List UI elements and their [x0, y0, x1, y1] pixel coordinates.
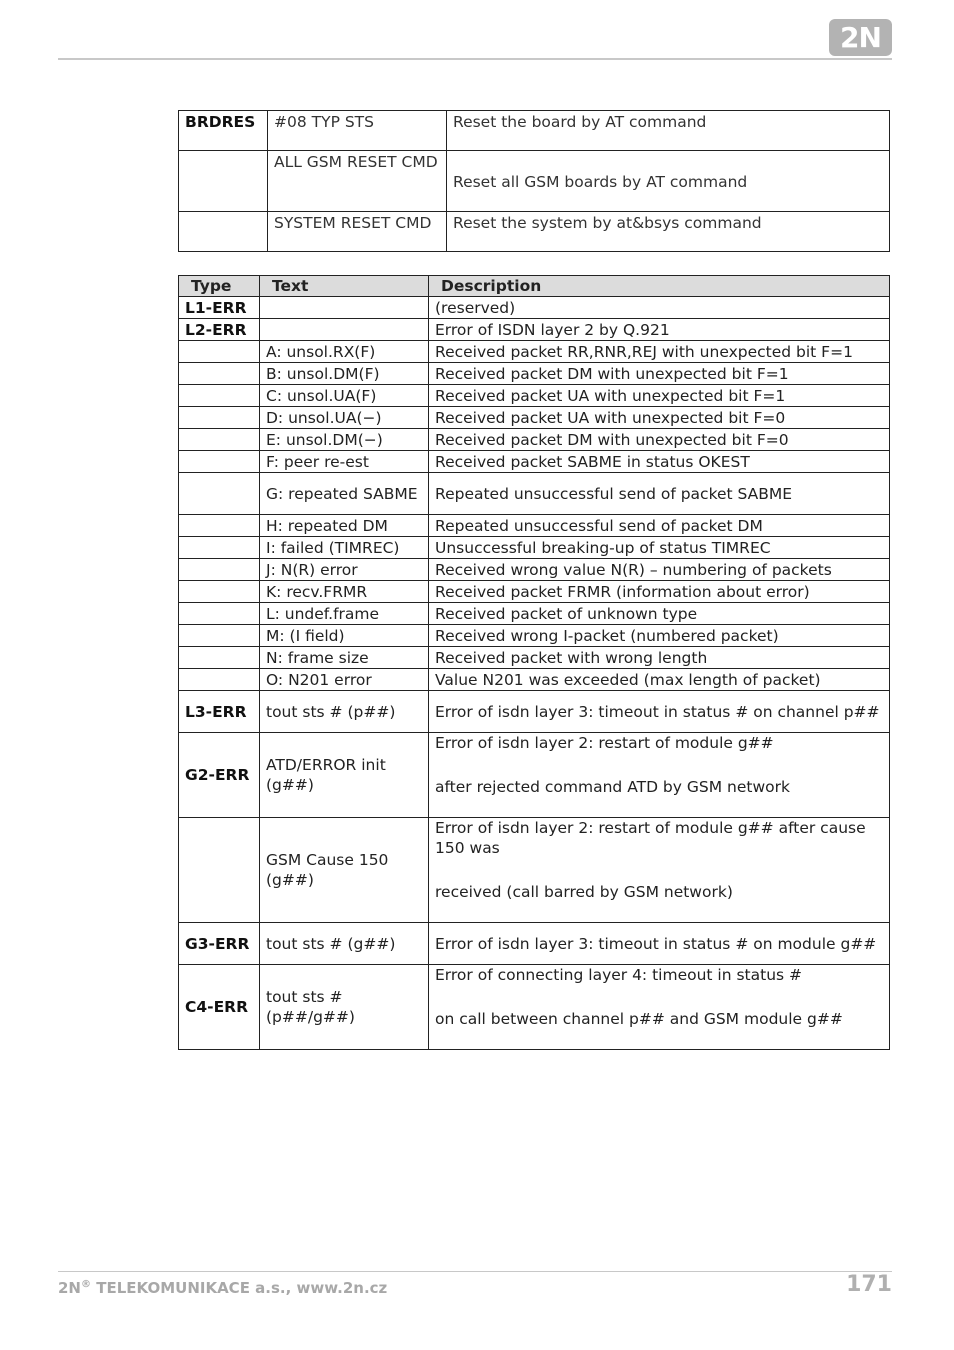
description-cell: Reset the system by at&bsys command	[447, 212, 890, 252]
page-number: 171	[846, 1272, 892, 1297]
footer-company-rest: TELEKOMUNIKACE a.s., www.2n.cz	[91, 1279, 388, 1297]
text-cell: O: N201 error	[260, 669, 429, 691]
type-cell	[179, 341, 260, 363]
table-row	[179, 559, 890, 581]
paragraph-gap	[435, 985, 883, 1009]
table-row	[179, 341, 890, 363]
text-cell: tout sts # (p##/g##)	[260, 965, 429, 1050]
table-header-row	[179, 276, 890, 297]
description-cell: Unsuccessful breaking-up of status TIMREC	[429, 537, 890, 559]
description-cell: Received packet FRMR (information about error)	[429, 581, 890, 603]
description-cell: Reset all GSM boards by AT command	[447, 151, 890, 212]
type-cell	[179, 603, 260, 625]
table-row	[179, 625, 890, 647]
description-line: on call between channel p## and GSM module g##	[435, 1010, 843, 1028]
text-cell: GSM Cause 150 (g##)	[260, 818, 429, 923]
footer-company-prefix: 2N	[58, 1279, 81, 1297]
table-row	[179, 537, 890, 559]
table-row	[179, 429, 890, 451]
table-row	[179, 603, 890, 625]
description-cell: Value N201 was exceeded (max length of packet)	[429, 669, 890, 691]
table-row	[179, 515, 890, 537]
column-header-type: Type	[179, 276, 260, 297]
description-line: received (call barred by GSM network)	[435, 883, 733, 901]
text-cell: C: unsol.UA(F)	[260, 385, 429, 407]
text-cell: ALL GSM RESET CMD	[268, 151, 447, 212]
description-cell	[429, 965, 890, 1050]
description-cell: Received packet of unknown type	[429, 603, 890, 625]
type-cell: G3-ERR	[179, 923, 260, 965]
type-cell	[179, 473, 260, 515]
type-cell	[179, 407, 260, 429]
type-cell	[179, 818, 260, 923]
table-row	[179, 297, 890, 319]
type-cell	[179, 581, 260, 603]
type-cell	[179, 515, 260, 537]
text-cell: B: unsol.DM(F)	[260, 363, 429, 385]
table-row	[179, 818, 890, 923]
description-cell	[429, 733, 890, 818]
table-row	[179, 212, 890, 252]
type-cell	[179, 669, 260, 691]
table-row	[179, 647, 890, 669]
text-cell: #08 TYP STS	[268, 111, 447, 151]
type-cell	[179, 212, 268, 252]
type-cell: L2-ERR	[179, 319, 260, 341]
text-cell: A: unsol.RX(F)	[260, 341, 429, 363]
column-header-description: Description	[429, 276, 890, 297]
description-cell: Error of isdn layer 3: timeout in status # on channel p##	[429, 691, 890, 733]
description-line: Error of isdn layer 2: restart of module g##	[435, 734, 774, 752]
registered-mark: ®	[81, 1279, 91, 1290]
table-row	[179, 151, 890, 212]
description-cell: Repeated unsuccessful send of packet DM	[429, 515, 890, 537]
type-cell	[179, 385, 260, 407]
board-reset-table	[178, 110, 890, 252]
text-cell: SYSTEM RESET CMD	[268, 212, 447, 252]
header-divider	[58, 58, 892, 60]
text-cell	[260, 297, 429, 319]
text-cell: K: recv.FRMR	[260, 581, 429, 603]
text-cell: tout sts # (p##)	[260, 691, 429, 733]
type-cell	[179, 625, 260, 647]
text-cell: F: peer re-est	[260, 451, 429, 473]
footer-divider	[58, 1271, 892, 1272]
description-cell: Received packet SABME in status OKEST	[429, 451, 890, 473]
description-cell: Error of ISDN layer 2 by Q.921	[429, 319, 890, 341]
table-row	[179, 363, 890, 385]
footer-company	[58, 1279, 387, 1297]
type-cell	[179, 151, 268, 212]
type-cell: G2-ERR	[179, 733, 260, 818]
text-cell: L: undef.frame	[260, 603, 429, 625]
table-row	[179, 691, 890, 733]
text-cell: tout sts # (g##)	[260, 923, 429, 965]
table-row	[179, 451, 890, 473]
description-cell: Repeated unsuccessful send of packet SABME	[429, 473, 890, 515]
error-codes-table	[178, 275, 890, 1050]
type-cell	[179, 647, 260, 669]
column-header-text: Text	[260, 276, 429, 297]
table-row	[179, 965, 890, 1050]
type-cell: L1-ERR	[179, 297, 260, 319]
description-line: Error of connecting layer 4: timeout in status #	[435, 966, 803, 984]
description-cell: Received packet RR,RNR,REJ with unexpected bit F=1	[429, 341, 890, 363]
text-cell: J: N(R) error	[260, 559, 429, 581]
text-cell: M: (I field)	[260, 625, 429, 647]
description-cell: Received wrong I-packet (numbered packet)	[429, 625, 890, 647]
text-cell: ATD/ERROR init (g##)	[260, 733, 429, 818]
description-line: after rejected command ATD by GSM network	[435, 778, 790, 796]
table-row	[179, 385, 890, 407]
description-cell: Received packet with wrong length	[429, 647, 890, 669]
text-cell	[260, 319, 429, 341]
description-cell	[429, 818, 890, 923]
table-row	[179, 669, 890, 691]
type-cell	[179, 451, 260, 473]
description-line: Error of isdn layer 2: restart of module g## after cause 150 was	[435, 819, 866, 857]
text-cell: I: failed (TIMREC)	[260, 537, 429, 559]
type-cell	[179, 559, 260, 581]
text-cell: N: frame size	[260, 647, 429, 669]
description-cell: Received packet UA with unexpected bit F=1	[429, 385, 890, 407]
description-cell: Received packet DM with unexpected bit F=1	[429, 363, 890, 385]
description-cell: (reserved)	[429, 297, 890, 319]
type-cell: L3-ERR	[179, 691, 260, 733]
table-row	[179, 581, 890, 603]
type-cell: BRDRES	[179, 111, 268, 151]
paragraph-gap	[435, 858, 883, 882]
description-cell: Received packet DM with unexpected bit F=0	[429, 429, 890, 451]
table-row	[179, 473, 890, 515]
table-row	[179, 407, 890, 429]
text-cell: E: unsol.DM(−)	[260, 429, 429, 451]
table-row	[179, 319, 890, 341]
company-logo: 2N	[829, 19, 892, 56]
paragraph-gap	[435, 753, 883, 777]
description-cell: Received packet UA with unexpected bit F=0	[429, 407, 890, 429]
type-cell	[179, 363, 260, 385]
description-cell: Received wrong value N(R) – numbering of packets	[429, 559, 890, 581]
text-cell: D: unsol.UA(−)	[260, 407, 429, 429]
type-cell	[179, 429, 260, 451]
type-cell: C4-ERR	[179, 965, 260, 1050]
table-row	[179, 111, 890, 151]
table-row	[179, 923, 890, 965]
table-row	[179, 733, 890, 818]
description-cell: Reset the board by AT command	[447, 111, 890, 151]
text-cell: G: repeated SABME	[260, 473, 429, 515]
type-cell	[179, 537, 260, 559]
description-cell: Error of isdn layer 3: timeout in status # on module g##	[429, 923, 890, 965]
text-cell: H: repeated DM	[260, 515, 429, 537]
